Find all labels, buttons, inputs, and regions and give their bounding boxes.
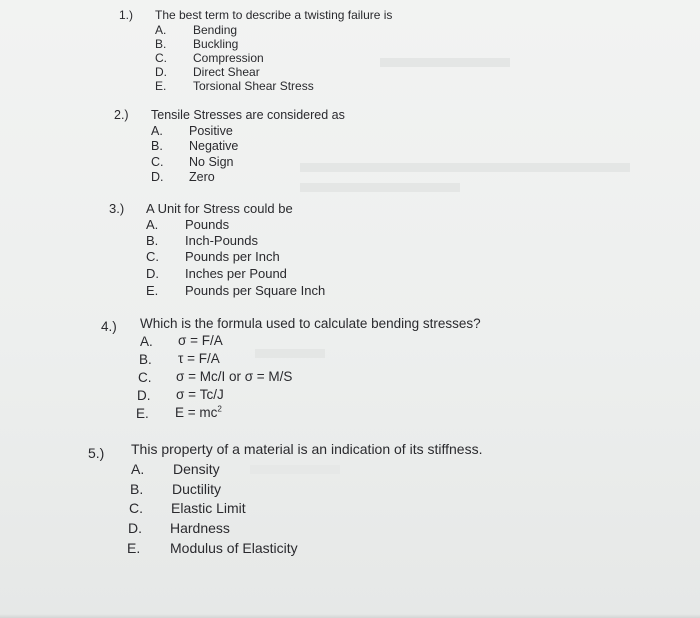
bleed-through-mark: [380, 58, 510, 67]
option-text: σ = F/A: [178, 333, 223, 348]
option-letter: B.: [146, 233, 159, 248]
question-text: This property of a material is an indication of its stiffness.: [131, 441, 483, 457]
option-text: Pounds per Inch: [185, 249, 280, 264]
option-text: Ductility: [172, 481, 222, 497]
option-text: Inch-Pounds: [185, 233, 258, 248]
option-text: Direct Shear: [193, 65, 260, 79]
option-text: Zero: [189, 170, 215, 184]
option-text: Negative: [189, 139, 239, 153]
option-letter: C.: [146, 249, 159, 264]
question-text: Tensile Stresses are considered as: [151, 108, 345, 122]
page-bottom-shadow: [0, 614, 700, 618]
option-text: Buckling: [193, 37, 239, 51]
option-letter: B.: [151, 139, 163, 153]
bleed-through-mark: [300, 163, 630, 172]
option-letter: C.: [151, 155, 164, 169]
option-letter: A.: [146, 217, 159, 232]
question-number: 3.): [109, 201, 125, 216]
option-text-superscript: 2: [217, 404, 222, 414]
option-letter: A.: [140, 334, 153, 349]
option-letter: A.: [155, 23, 167, 37]
option-text: Inches per Pound: [185, 266, 287, 281]
option-letter: D.: [146, 266, 159, 281]
option-text: Pounds: [185, 217, 230, 232]
option-text: Hardness: [170, 520, 230, 536]
option-text: Bending: [193, 23, 238, 37]
option-text: Compression: [193, 51, 264, 65]
option-letter: E.: [127, 540, 141, 556]
option-letter: E.: [146, 283, 159, 298]
option-letter: C.: [138, 370, 152, 385]
question-number: 2.): [114, 108, 129, 122]
option-letter: D.: [151, 170, 164, 184]
option-text: τ = F/A: [178, 351, 220, 366]
option-letter: C.: [155, 51, 167, 65]
bleed-through-mark: [250, 465, 340, 474]
option-letter: E.: [136, 406, 149, 421]
option-letter: A.: [131, 461, 145, 477]
option-text: Pounds per Square Inch: [185, 283, 326, 298]
option-letter: D.: [137, 388, 151, 403]
option-letter: A.: [151, 124, 163, 138]
option-text: [175, 405, 222, 420]
option-letter: D.: [128, 520, 142, 536]
option-text-main: E = mc: [175, 405, 218, 420]
question-text: The best term to describe a twisting failure is: [155, 8, 393, 22]
option-letter: E.: [155, 79, 167, 93]
option-text: σ = Mc/I or σ = M/S: [176, 369, 293, 384]
option-text: Modulus of Elasticity: [170, 540, 298, 556]
option-letter: B.: [139, 352, 152, 367]
option-letter: C.: [129, 500, 143, 516]
option-letter: B.: [155, 37, 167, 51]
option-text: Positive: [189, 124, 233, 138]
question-number: 1.): [119, 8, 134, 22]
question-number: 4.): [101, 319, 117, 334]
option-text: Density: [173, 461, 220, 477]
question-text: Which is the formula used to calculate bending stresses?: [140, 316, 481, 331]
bleed-through-mark: [300, 183, 460, 192]
option-text: σ = Tc/J: [176, 387, 224, 402]
bleed-through-mark: [255, 349, 325, 358]
question-text: A Unit for Stress could be: [146, 201, 293, 216]
option-text: Elastic Limit: [171, 500, 246, 516]
option-letter: D.: [155, 65, 167, 79]
option-letter: B.: [130, 481, 144, 497]
option-text: No Sign: [189, 155, 234, 169]
option-text: Torsional Shear Stress: [193, 79, 314, 93]
question-number: 5.): [88, 445, 105, 461]
